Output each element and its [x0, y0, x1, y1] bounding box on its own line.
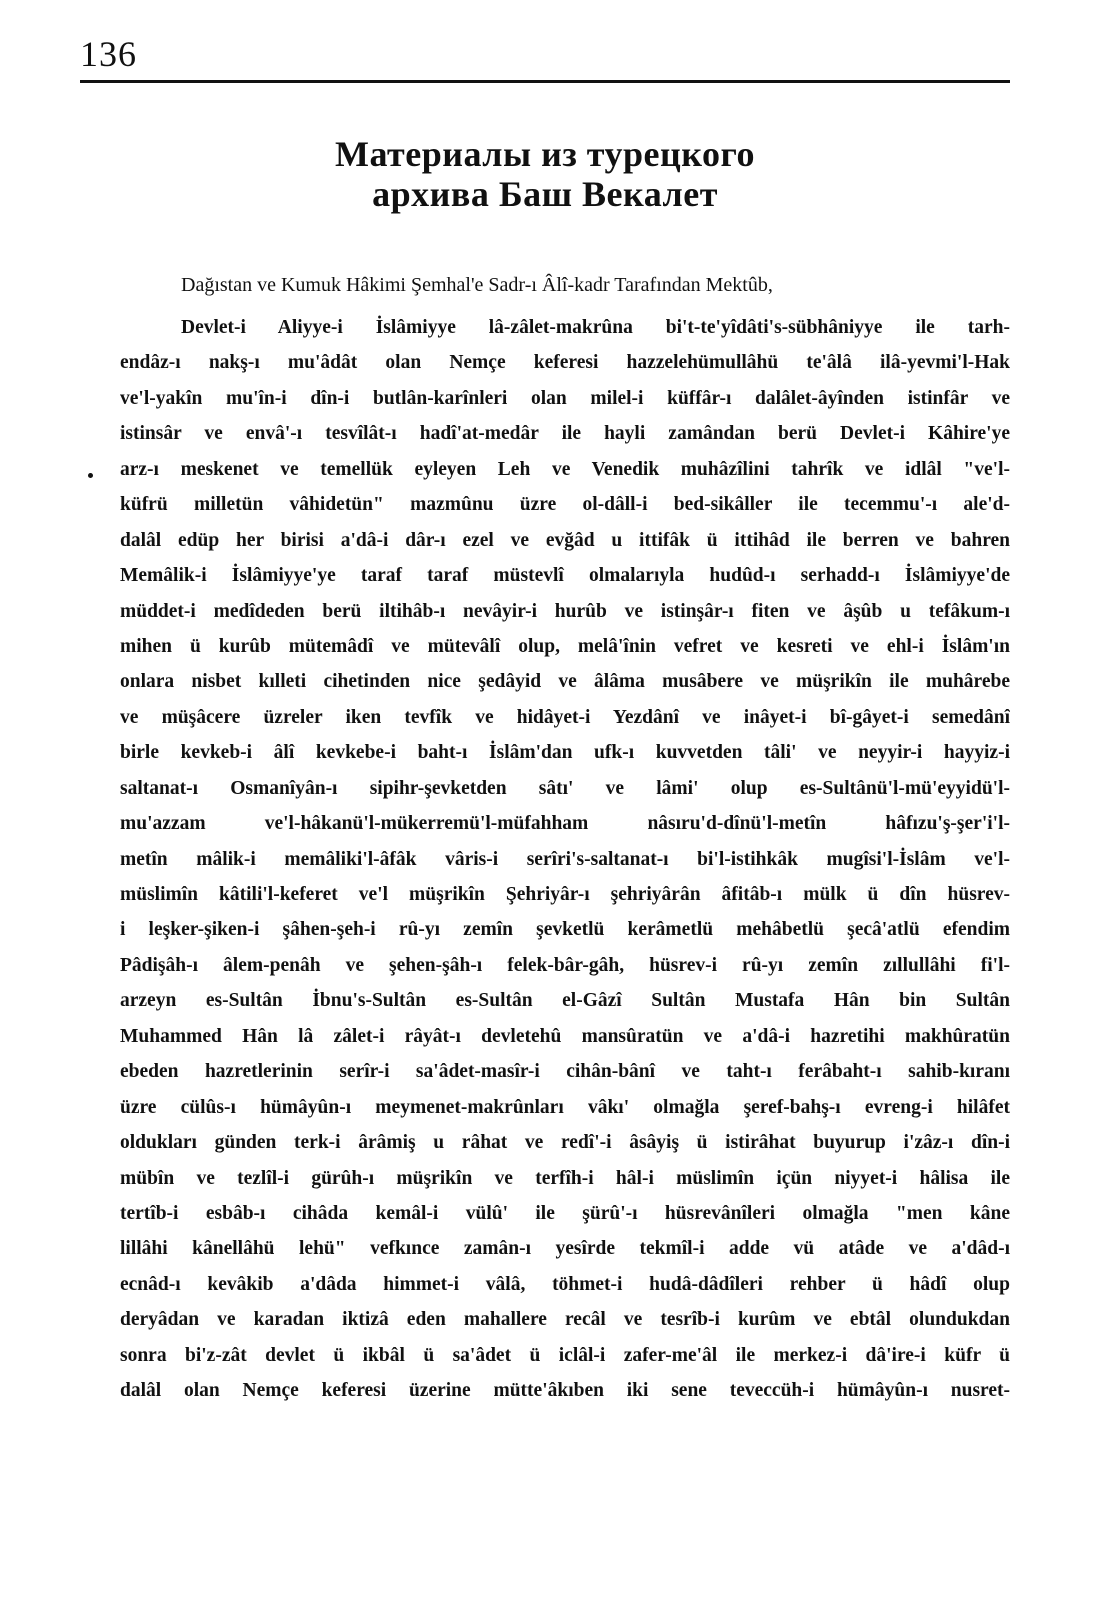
body-line: Devlet-i Aliyye-i İslâmiyye lâ-zâlet-makrûna bi't-te'yîdâti's-sübhâniyye ile tarh-	[181, 317, 1010, 338]
body-line: arzeyn es-Sultân İbnu's-Sultân es-Sultân el-Gâzî Sultân Mustafa Hân bin Sultân	[120, 990, 1010, 1012]
body-line: saltanat-ı Osmanîyân-ı sipihr-şevketden sâtı' ve lâmi' olup es-Sultânü'l-mü'eyyidü'l-	[120, 777, 1010, 799]
header-rule	[80, 80, 1010, 83]
body-line: Memâlik-i İslâmiyye'ye taraf taraf müstevlî olmalarıyla hudûd-ı serhadd-ı İslâmiyye'de	[120, 565, 1010, 587]
body-line: endâz-ı nakş-ı mu'âdât olan Nemçe keferesi hazzelehümullâhü te'âlâ ilâ-yevmi'l-Hak	[120, 352, 1010, 374]
body-line: onlara nisbet kılleti cihetinden nice şedâyid ve âlâma musâbere ve müşrikîn ile muhârebe	[120, 671, 1010, 693]
body-line: ve müşâcere üzreler iken tevfîk ve hidâyet-i Yezdânî ve inâyet-i bî-gâyet-i semedânî	[120, 706, 1010, 728]
title-line-1: Материалы из турецкого	[335, 134, 755, 174]
body-line: Pâdişâh-ı âlem-penâh ve şehen-şâh-ı felek-bâr-gâh, hüsrev-i rû-yı zemîn zıllullâhi fi'l-	[120, 954, 1010, 976]
body-line: Muhammed Hân lâ zâlet-i râyât-ı devletehû mansûratün ve a'dâ-i hazretihi makhûratün	[120, 1025, 1010, 1047]
document-heading: Dağıstan ve Kumuk Hâkimi Şemhal'e Sadr-ı Âlî-kadr Tarafından Mektûb,	[181, 274, 773, 296]
body-line: üzre cülûs-ı hümâyûn-ı meymenet-makrûnları vâkı' olmağla şeref-bahş-ı evreng-i hilâfet	[120, 1096, 1010, 1118]
body-line: i leşker-şiken-i şâhen-şeh-i rû-yı zemîn şevketlü kerâmetlü mehâbetlü şecâ'atlü efendim	[120, 919, 1010, 941]
body-line: ve'l-yakîn mu'în-i dîn-i butlân-karînleri olan milel-i küffâr-ı dalâlet-âyînden istinfâr ve	[120, 387, 1010, 409]
body-line: deryâdan ve karadan iktizâ eden mahallere recâl ve tesrîb-i kurûm ve ebtâl olundukdan	[120, 1309, 1010, 1331]
body-line: tertîb-i esbâb-ı cihâda kemâl-i vülû' ile şürû'-ı hüsrevânîleri olmağla "men kâne	[120, 1202, 1010, 1224]
title-line-2: архива Баш Векалет	[372, 174, 718, 214]
body-line: oldukları günden terk-i ârâmiş u râhat ve redî'-i âsâyiş ü istirâhat buyurup i'zâz-ı dîn-i	[120, 1132, 1010, 1154]
page-number: 136	[80, 34, 137, 74]
body-line: mihen ü kurûb mütemâdî ve mütevâlî olup, melâ'înin vefret ve kesreti ve ehl-i İslâm'ın	[120, 635, 1010, 657]
body-line: metîn mâlik-i memâliki'l-âfâk vâris-i serîri's-saltanat-ı bi'l-istihkâk mugîsi'l-İslâm ve'l-	[120, 848, 1010, 870]
body-line: birle kevkeb-i âlî kevkebe-i baht-ı İslâm'dan ufk-ı kuvvetden tâli' ve neyyir-i hayyiz-i	[120, 742, 1010, 764]
body-line: mu'azzam ve'l-hâkanü'l-mükerremü'l-müfahham nâsıru'd-dînü'l-metîn hâfızu'ş-şer'i'l-	[120, 813, 1010, 835]
body-line: istinsâr ve envâ'-ı tesvîlât-ı hadî'at-medâr ile hayli zamândan berü Devlet-i Kâhire'ye	[120, 423, 1010, 445]
body-line: arz-ı meskenet ve temellük eyleyen Leh ve Venedik muhâzîlini tahrîk ve idlâl "ve'l-	[120, 458, 1010, 480]
body-line: müddet-i medîdeden berü iltihâb-ı nevâyir-i hurûb ve istinşâr-ı fiten ve âşûb u tefâkum-ı	[120, 600, 1010, 622]
body-text	[120, 310, 1010, 1409]
body-line: mübîn ve tezlîl-i gürûh-ı müşrikîn ve terfîh-i hâl-i müslimîn içün niyyet-i hâlisa ile	[120, 1167, 1010, 1189]
body-line: ecnâd-ı kevâkib a'dâda himmet-i vâlâ, töhmet-i hudâ-dâdîleri rehber ü hâdî olup	[120, 1273, 1010, 1295]
body-line: müslimîn kâtili'l-keferet ve'l müşrikîn Şehriyâr-ı şehriyârân âfitâb-ı mülk ü dîn hüsrev-	[120, 884, 1010, 905]
body-line: küfrü milletün vâhidetün" mazmûnu üzre ol-dâll-i bed-sikâller ile tecemmu'-ı ale'd-	[120, 494, 1010, 516]
margin-mark	[88, 473, 93, 478]
body-line: sonra bi'z-zât devlet ü ikbâl ü sa'âdet ü iclâl-i zafer-me'âl ile merkez-i dâ'ire-i küfr ü	[120, 1344, 1010, 1366]
body-line: dalâl olan Nemçe keferesi üzerine mütte'âkıben iki sene teveccüh-i hümâyûn-ı nusret-	[120, 1380, 1010, 1402]
body-line: ebeden hazretlerinin serîr-i sa'âdet-masîr-i cihân-bânî ve taht-ı ferâbaht-ı sahib-kıranı	[120, 1061, 1010, 1083]
body-line: lillâhi kânellâhü lehü" vefkınce zamân-ı yesîrde tekmîl-i adde vü atâde ve a'dâd-ı	[120, 1238, 1010, 1260]
body-line: dalâl edüp her birisi a'dâ-i dâr-ı ezel ve evğâd u ittifâk ü ittihâd ile berren ve bahren	[120, 529, 1010, 551]
